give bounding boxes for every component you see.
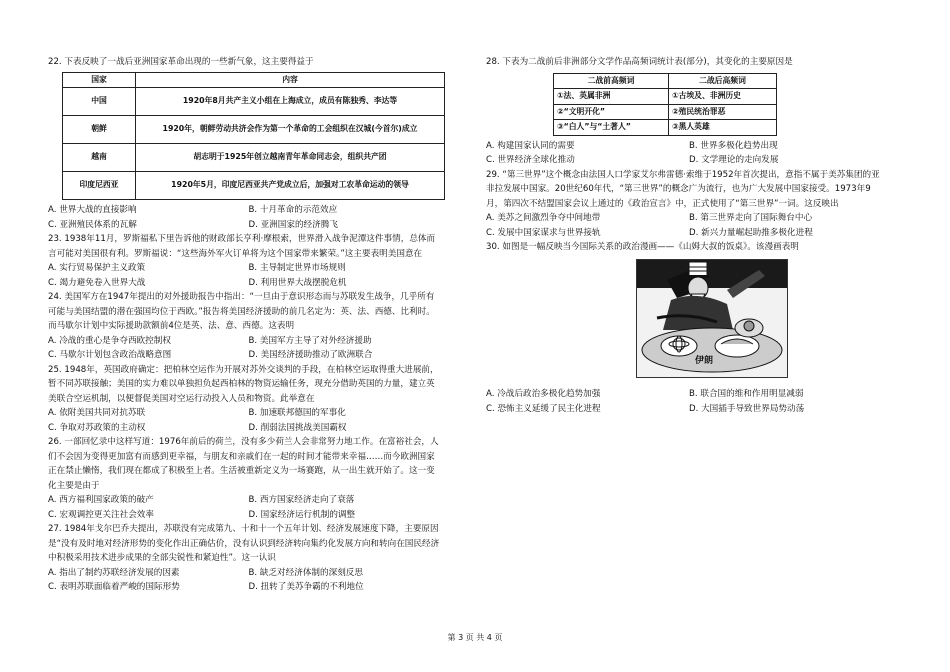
q27-stem: 27. 1984年戈尔巴乔夫提出，苏联没有完成第九、十和十一个五年计划、经济发展速度下降，主要原因是“没有及时地对经济形势的变化作出正确估价，没有认识到经济转向集约化发展方向和转向在国民经济中积极采用技术进步成果的全部尖锐性和紧迫性”。这一认识 <box>48 524 440 563</box>
option: D. 削弱法国挑战美国霸权 <box>248 422 347 433</box>
option: A. 冷战后政治多极化趋势加强 <box>486 389 601 399</box>
q22-stem: 22. 下表反映了一战后亚洲国家革命出现的一些新气象，这主要得益于 <box>48 57 314 67</box>
table-cell: ②“文明开化” <box>554 104 669 120</box>
option: C. 世界经济全球化推动 <box>486 155 575 165</box>
option: B. 美国军方主导了对外经济援助 <box>248 335 372 346</box>
option: A. 依附美国共同对抗苏联 <box>48 408 146 418</box>
table-cell: 1920年8月共产主义小组在上海成立，成员有陈独秀、李达等 <box>136 88 445 116</box>
option: C. 表明苏联面临着严峻的国际形势 <box>48 582 180 592</box>
option: B. 联合国的维和作用明显减弱 <box>689 389 804 399</box>
q24-options <box>48 334 443 363</box>
q22-header-content: 内容 <box>136 72 445 88</box>
option: C. 马歇尔计划包含政治战略意图 <box>48 350 172 360</box>
table-cell: 朝鲜 <box>63 116 136 144</box>
q22-header-country: 国家 <box>63 72 136 88</box>
table-cell: 越南 <box>63 144 136 172</box>
option: A. 西方福利国家政策的破产 <box>48 495 154 505</box>
table-cell: 1920年，朝鲜劳动共济会作为第一个革命的工会组织在汉城(今首尔)成立 <box>136 116 445 144</box>
page-footer: 第 3 页 共 4 页 <box>447 633 503 642</box>
table-cell: ①法、英属非洲 <box>554 89 669 105</box>
option: A. 构建国家认同的需要 <box>486 140 575 151</box>
q26-stem: 26. 一部回忆录中这样写道：1976年前后的荷兰，没有多少荷兰人会非常努力地工作。在富裕社会，人们不会因为变得更加富有而感到更幸福，与朋友和亲戚们在一起的时间才能带来幸福……而今欧洲国家正在禁止懒惰，我们现在都成了积极至上者。生活被重新定义为一场赛跑，从一出生就开始了。这一变化主要是由于 <box>48 437 439 491</box>
table-row <box>63 172 445 200</box>
q29-stem: 29. “第三世界”这个概念由法国人口学家艾尔弗雷德·索维于1952年首次提出，意指不属于美苏集团的亚非拉发展中国家。20世纪60年代，“第三世界”的概念广为流行，也为广大发展中国家接受。1973年9月，第四次不结盟国家会议上通过的《政治宣言》中，正式使用了“第三世界”一词。这反映出 <box>486 169 880 209</box>
option: B. 加速联邦德国的军事化 <box>248 408 346 418</box>
option: C. 发展中国家谋求与世界接轨 <box>486 227 601 238</box>
option: B. 主导制定世界市场规则 <box>248 263 346 273</box>
q23-stem: 23. 1938年11月，罗斯福私下里告诉他的财政部长亨利·摩根索，世界滑入战争泥潭这件事情，总体而言可能对美国很有利。罗斯福说：“这些海外军火订单将为这个国家带来繁荣。”这主要表明美国意在 <box>48 234 436 259</box>
q30-stem: 30. 如图是一幅反映当今国际关系的政治漫画——《山姆大叔的饭桌》。该漫画表明 <box>486 242 799 252</box>
table-cell: 胡志明于1925年创立越南青年革命同志会，组织共产团 <box>136 144 445 172</box>
q25-options <box>48 406 443 435</box>
option: A. 实行贸易保护主义政策 <box>48 263 146 273</box>
option: B. 西方国家经济走向了衰落 <box>248 495 355 505</box>
table-row <box>554 120 777 136</box>
option: C. 恐怖主义延缓了民主化进程 <box>486 403 601 414</box>
option: D. 美国经济援助推动了欧洲联合 <box>248 350 373 360</box>
q22-table <box>62 72 445 201</box>
table-cell: ①古埃及、非洲历史 <box>668 89 776 105</box>
option: A. 冷战的重心是争夺西欧控制权 <box>48 335 171 346</box>
option: D. 国家经济运行机制的调整 <box>248 509 356 520</box>
table-cell: ③黑人英雄 <box>668 120 776 136</box>
q28-options <box>486 139 886 168</box>
table-cell: ②殖民统治罪恶 <box>668 104 776 120</box>
q22-options <box>48 203 443 232</box>
q24-stem: 24. 美国军方在1947年提出的对外援助报告中指出：“一旦由于意识形态而与苏联发生战争，几乎所有可能与美国结盟的潜在强国均位于西欧。”报告将美国经济援助的前几名定为：英、法、西德、比利时。而马歇尔计划中实际援助款额前4位是英、法、意、西德。这表明 <box>48 292 435 331</box>
option: B. 缺乏对经济体制的深刻反思 <box>248 567 363 578</box>
table-row <box>554 89 777 105</box>
right-column <box>486 0 886 416</box>
left-column <box>48 0 443 595</box>
q27-options <box>48 566 443 595</box>
cartoon-label: 伊朗 <box>695 355 714 366</box>
option: B. 世界多极化趋势出现 <box>689 140 778 151</box>
option: C. 亚洲殖民体系的瓦解 <box>48 219 137 230</box>
table-row <box>63 88 445 116</box>
q28-header-before: 二战前高频词 <box>554 73 669 89</box>
option: C. 宏观调控更关注社会效率 <box>48 509 154 520</box>
option: D. 大国插手导致世界局势动荡 <box>689 403 805 414</box>
option: D. 利用世界大战摆脱危机 <box>248 277 347 288</box>
uncle-sam-cartoon <box>636 259 788 378</box>
option: D. 亚洲国家的经济腾飞 <box>248 219 338 230</box>
option: C. 争取对苏政策的主动权 <box>48 422 146 433</box>
option: D. 文学理论的走向发展 <box>689 155 779 165</box>
table-row <box>63 144 445 172</box>
table-cell: ③“白人”与“土著人” <box>554 120 669 136</box>
option: B. 十月革命的示范效应 <box>248 205 338 215</box>
option: A. 美苏之间激烈争夺中间地带 <box>486 213 601 223</box>
option: D. 扭转了美苏争霸的不利地位 <box>248 582 364 592</box>
q25-stem: 25. 1948年，英国政府确定：把柏林空运作为开展对苏外交谈判的手段，在柏林空运取得重大进展前，暂不同苏联接触；美国的实力难以单独担负起西柏林的物资运输任务，现充分借助英国的力量，建立英美联合空运机制，以便督促美国对空运行动投入人员和物资。此举意在 <box>48 364 439 404</box>
q28-stem: 28. 下表为二战前后非洲部分文学作品高频词统计表(部分)，其变化的主要原因是 <box>486 57 793 67</box>
table-cell: 中国 <box>63 88 136 116</box>
table-cell: 印度尼西亚 <box>63 172 136 200</box>
q23-options <box>48 261 443 290</box>
q28-header-after: 二战后高频词 <box>668 73 776 89</box>
table-row <box>63 116 445 144</box>
q28-table <box>553 73 777 136</box>
option: B. 第三世界走向了国际舞台中心 <box>689 213 813 223</box>
option: A. 世界大战的直接影响 <box>48 205 137 215</box>
option: C. 竭力避免卷入世界大战 <box>48 277 146 288</box>
q30-options <box>486 387 886 416</box>
table-row <box>554 104 777 120</box>
q26-options <box>48 493 443 522</box>
table-cell: 1920年5月，印度尼西亚共产党成立后，加强对工农革命运动的领导 <box>136 172 445 200</box>
option: D. 新兴力量崛起助推多极化进程 <box>689 227 813 238</box>
option: A. 指出了制约苏联经济发展的因素 <box>48 567 180 578</box>
q29-options <box>486 211 886 240</box>
